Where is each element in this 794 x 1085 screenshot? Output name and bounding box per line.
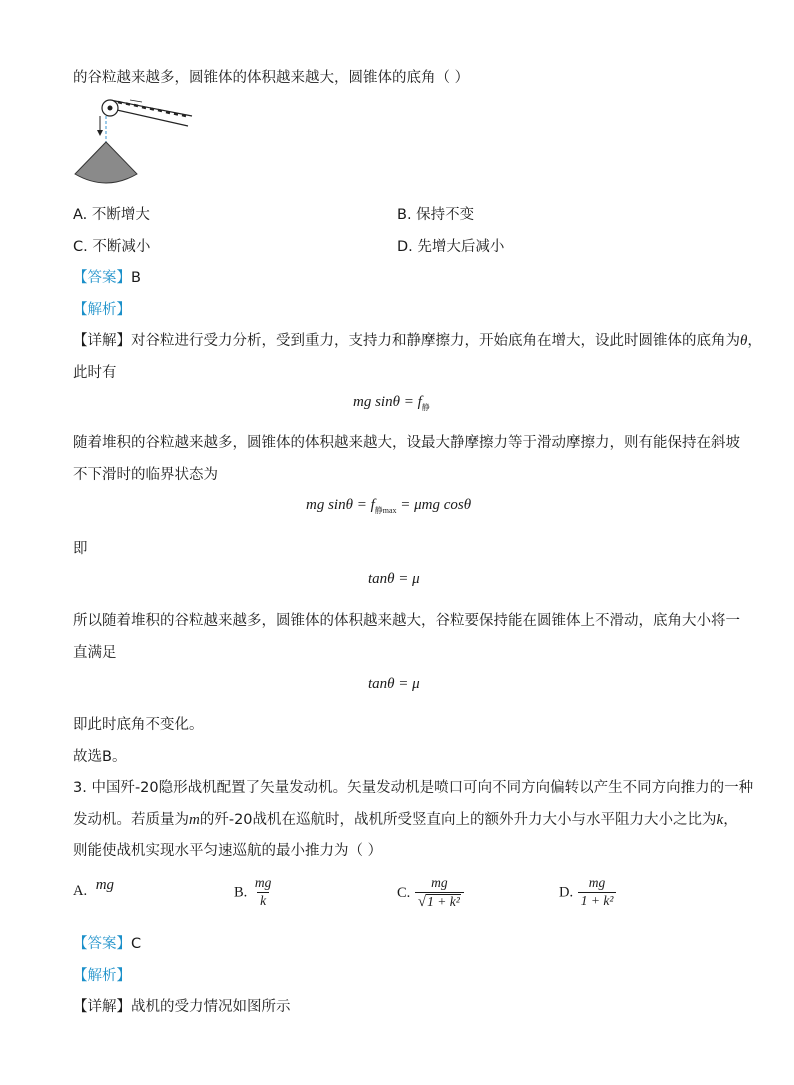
theta-symbol: θ <box>740 333 748 349</box>
q3-answer-line <box>73 932 141 953</box>
q3-option-b <box>234 876 274 909</box>
detail-comma: ， <box>747 333 762 349</box>
equation-1-body: mg sinθ = f <box>353 394 422 410</box>
answer-tag: 【答案】 <box>73 270 131 286</box>
q3-option-c-label: C. <box>397 884 411 901</box>
conveyor-cone-figure <box>70 96 195 192</box>
q3-option-c-fraction <box>415 876 464 910</box>
q2-option-b: B. 保持不变 <box>397 207 475 223</box>
q3-option-d <box>559 876 616 909</box>
q2-para2-line2: 不下滑时的临界状态为 <box>73 467 218 483</box>
q3-option-d-fraction <box>578 876 617 909</box>
q3-option-b-fraction <box>252 876 275 909</box>
equation-2-right: = μmg cosθ <box>396 497 472 513</box>
q3-option-a-label: A. <box>73 883 88 899</box>
q3-option-c-numerator: mg <box>431 875 448 890</box>
q2-para3-line1: 所以随着堆积的谷粒越来越多，圆锥体的体积越来越大，谷粒要保持能在圆锥体上不滑动，底角大小将一 <box>73 613 740 629</box>
equation-1 <box>353 394 430 413</box>
equation-1-subscript: 静 <box>421 403 430 412</box>
q2-option-a: A. 不断增大 <box>73 207 150 223</box>
q3-option-b-numerator: mg <box>254 875 272 890</box>
q3-option-d-denominator: 1 + k² <box>578 892 617 909</box>
conclusion-text: 即此时底角不变化。 <box>73 717 204 733</box>
grain-cone <box>75 142 137 183</box>
equation-2-left: mg sinθ = f <box>306 497 375 513</box>
fall-arrow-head <box>97 130 103 136</box>
q3-option-c-radicand: 1 + k² <box>427 893 460 909</box>
sqrt-symbol: √ 1 + k² <box>417 893 460 910</box>
detail-tag: 【详解】 <box>73 333 131 349</box>
q3-option-a <box>73 877 115 900</box>
ji-text: 即 <box>73 541 88 557</box>
belt-hatch <box>118 102 186 116</box>
q3-line2 <box>73 808 738 829</box>
pulley-axle <box>108 106 113 111</box>
q2-stem-tail: 的谷粒越来越多，圆锥体的体积越来越大，圆锥体的底角（ ） <box>73 70 470 86</box>
q3-option-c-denominator <box>415 892 464 910</box>
q2-option-c: C. 不断减小 <box>73 239 151 255</box>
q3-line1: 3. 中国歼-20隐形战机配置了矢量发动机。矢量发动机是喷口可向不同方向偏转以产生不同方向推力的一种 <box>73 780 754 796</box>
q3-answer-value: C <box>131 936 142 952</box>
q2-option-d: D. 先增大后减小 <box>397 239 505 255</box>
q3-option-a-value: mg <box>95 877 115 893</box>
q3-option-b-label: B. <box>234 884 248 901</box>
belt-direction-arrow <box>130 100 142 102</box>
equation-2-subscript: 静max <box>374 506 397 515</box>
q3-line2-a: 发动机。若质量为 <box>73 812 189 828</box>
q2-answer-line <box>73 266 141 287</box>
q2-detail-line2: 此时有 <box>73 365 117 381</box>
belt-lower-line <box>108 108 188 126</box>
q3-k-symbol: k <box>716 812 724 828</box>
equation-4: tanθ = μ <box>368 676 420 692</box>
q3-option-c <box>397 876 464 910</box>
q3-detail-tag: 【详解】 <box>73 999 131 1015</box>
q3-option-b-denominator: k <box>257 892 269 909</box>
q3-analysis-tag: 【解析】 <box>73 968 131 984</box>
answer-value: B <box>131 270 141 286</box>
analysis-tag: 【解析】 <box>73 302 131 318</box>
q3-option-d-label: D. <box>559 884 574 901</box>
q3-line2-c: ， <box>723 812 738 828</box>
equation-3: tanθ = μ <box>368 571 420 587</box>
q3-mass-symbol: m <box>189 812 200 828</box>
q3-detail-line <box>73 995 291 1016</box>
q3-line2-b: 的歼-20战机在巡航时，战机所受竖直向上的额外升力大小与水平阻力大小之比为 <box>199 812 717 828</box>
q2-para3-line2: 直满足 <box>73 645 117 661</box>
q3-answer-tag: 【答案】 <box>73 936 131 952</box>
choose-text: 故选B。 <box>73 749 127 765</box>
q2-para2-line1: 随着堆积的谷粒越来越多，圆锥体的体积越来越大，设最大静摩擦力等于滑动摩擦力，则有能保持在斜坡 <box>73 435 740 451</box>
equation-2 <box>306 497 471 516</box>
q3-option-d-numerator: mg <box>588 875 606 890</box>
detail-text: 对谷粒进行受力分析，受到重力，支持力和静摩擦力，开始底角在增大，设此时圆锥体的底角为 <box>131 333 740 349</box>
q2-detail-line1 <box>73 329 762 350</box>
q3-line3: 则能使战机实现水平匀速巡航的最小推力为（ ） <box>73 843 383 859</box>
q3-detail-text: 战机的受力情况如图所示 <box>131 999 291 1015</box>
